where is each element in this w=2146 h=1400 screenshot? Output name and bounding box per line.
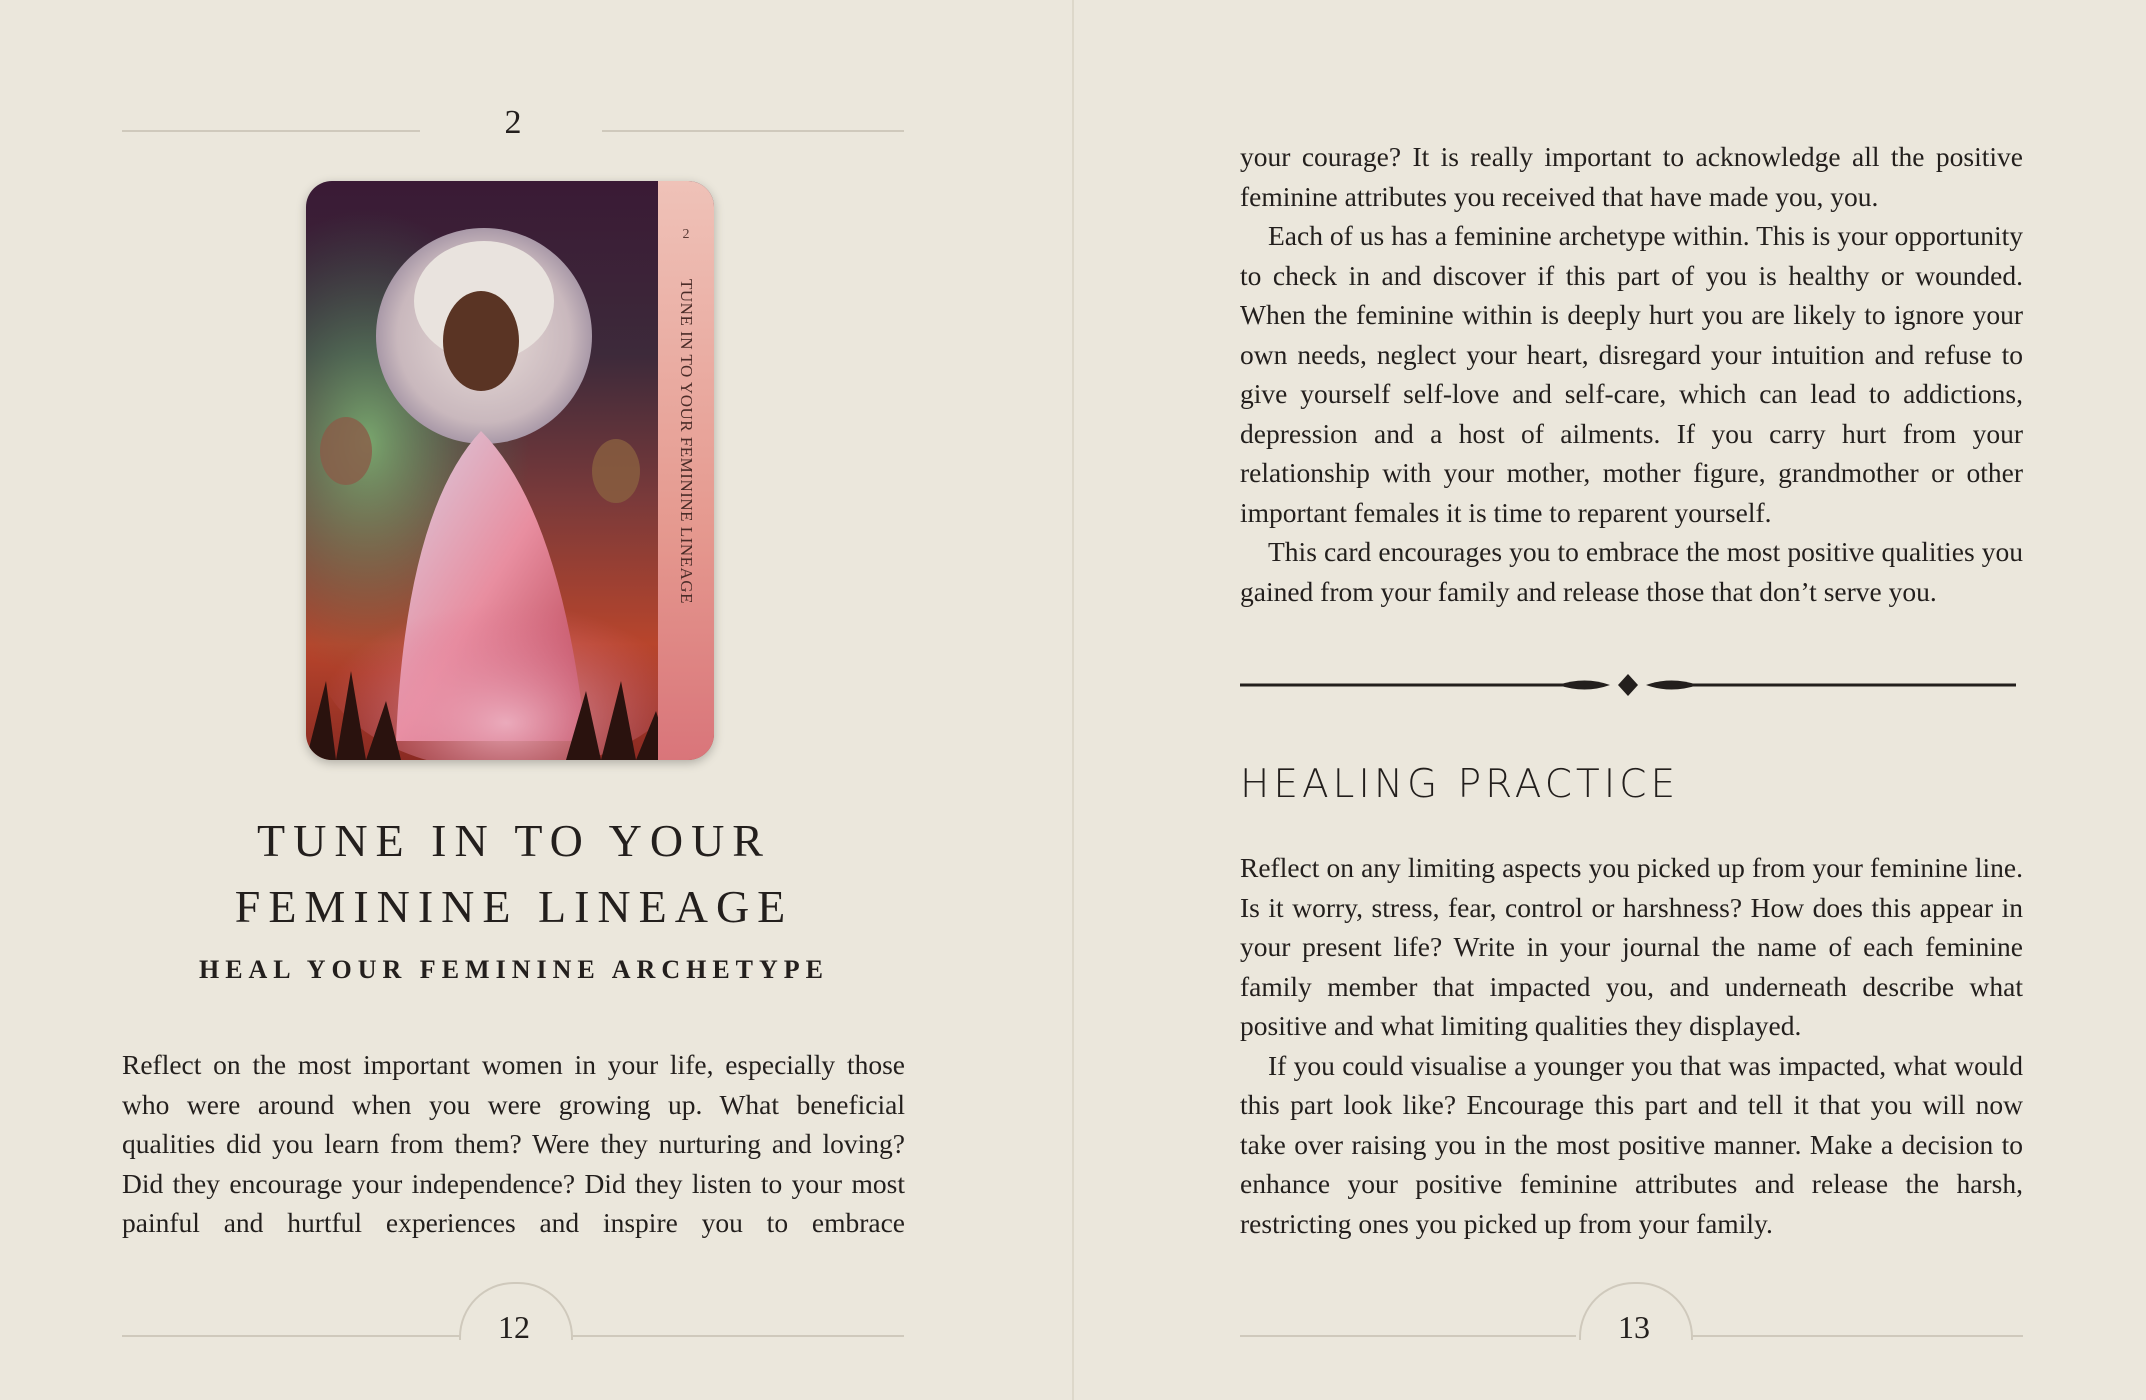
top-rule-left [122, 130, 420, 132]
right-body-text [1240, 137, 2023, 611]
practice-paragraph-1: Reflect on any limiting aspects you picked up from your feminine line. Is it worry, stress, fear, control or harshness? How does this appear in your present life? Write in your journal the name of each feminine family member that impacted you, and underneath describe what positive and what limiting qualities they displayed. [1240, 852, 2023, 1041]
left-page [0, 0, 1072, 1400]
right-page [1074, 0, 2146, 1400]
right-paragraph-1: your courage? It is really important to acknowledge all the positive feminine attributes you received that have made you, you. [1240, 141, 2023, 212]
oracle-card [306, 181, 714, 760]
practice-paragraph-2: If you could visualise a younger you that was impacted, what would this part look like? Encourage this part and tell it that you will now take over raising you in the most positive manner. Make a decision to enhance your positive feminine attributes and release the harsh, restricting ones you picked up from your family. [1240, 1049, 2023, 1239]
card-title-line1: TUNE IN TO YOUR [257, 815, 771, 866]
page-number-right: 13 [1618, 1309, 1650, 1345]
left-body-paragraph: Reflect on the most important women in your life, especially those who were around when you were growing up. What beneficial qualities did you learn from them? Were they nurturing and loving? Did they encourage your independence? Did they listen to your most painful and hurtful experiences and inspire you to embrace [122, 1049, 905, 1238]
right-paragraph-2: Each of us has a feminine archetype within. This is your opportunity to check in and discover if this part of you is healthy or wounded. When the feminine within is deeply hurt you are likely to ignore your own needs, neglect your heart, disregard your intuition and refuse to give yourself self-love and self-care, which can lead to addictions, depression and a host of ailments. If you carry hurt from your relationship with your mother, mother figure, grandmother or other important females it is time to reparent yourself. [1240, 220, 2023, 528]
ornament-divider [1240, 672, 2016, 698]
card-strip-title: TUNE IN TO YOUR FEMININE LINEAGE [677, 279, 696, 604]
card-title-strip [658, 181, 714, 760]
right-paragraph-3: This card encourages you to embrace the most positive qualities you gained from your family and release those that don’t serve you. [1240, 536, 2023, 607]
card-number: 2 [504, 104, 522, 141]
footer-rule-left [122, 1335, 462, 1337]
practice-body-text [1240, 848, 2023, 1243]
left-body-text [122, 1045, 905, 1243]
card-strip-number: 2 [682, 227, 690, 242]
card-subtitle: HEAL YOUR FEMININE ARCHETYPE [198, 955, 830, 984]
card-artwork [306, 181, 714, 760]
footer-rule-left [1240, 1335, 1576, 1337]
footer-rule-right [1686, 1335, 2023, 1337]
top-rule-right [602, 130, 904, 132]
page-number-left: 12 [498, 1309, 530, 1345]
card-title [120, 808, 908, 940]
footer-rule-right [568, 1335, 904, 1337]
healing-practice-heading: HEALING PRACTICE [1240, 762, 1680, 807]
card-title-line2: FEMININE LINEAGE [234, 881, 794, 932]
